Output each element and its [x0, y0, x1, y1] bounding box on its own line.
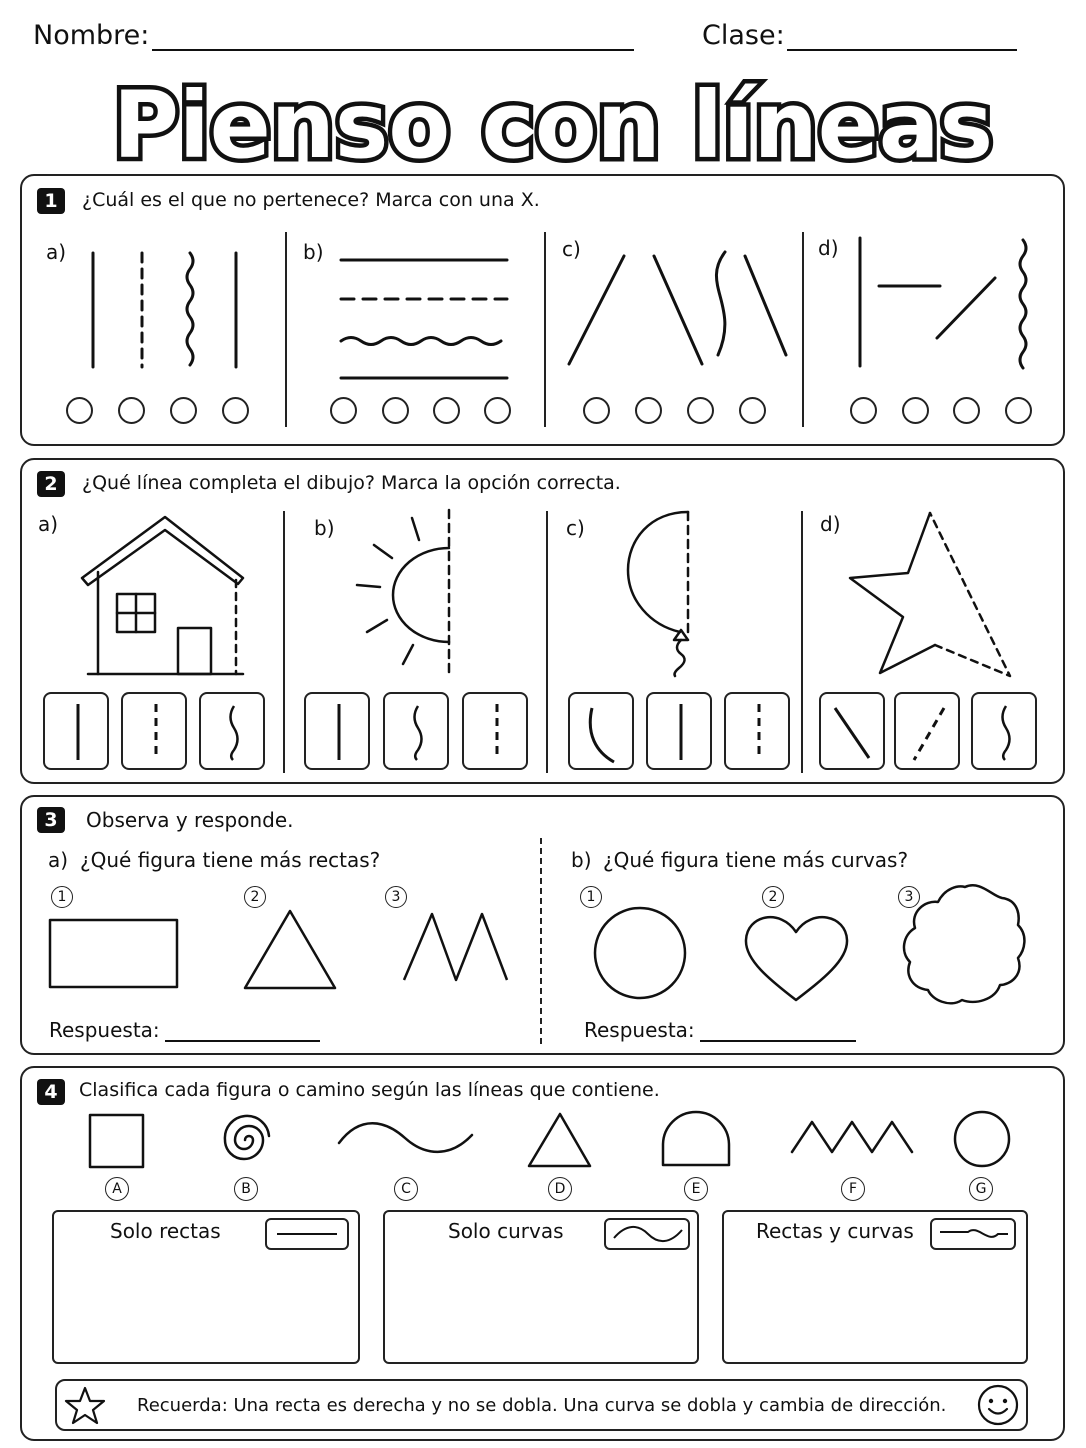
group-d-label: d) — [820, 512, 841, 536]
section-2-number: 2 — [37, 471, 65, 497]
straight-line-icon — [265, 1218, 349, 1250]
star-icon — [64, 1385, 106, 1425]
group-a-label: a) — [38, 512, 59, 536]
category-title: Rectas y curvas — [756, 1219, 914, 1243]
option-number: 1 — [51, 886, 73, 908]
group-b-label: b) — [314, 516, 335, 540]
figure-letter: E — [684, 1177, 708, 1201]
section-1-question: ¿Cuál es el que no pertenece? Marca con una X. — [82, 189, 540, 211]
mixed-line-icon — [930, 1218, 1016, 1250]
group-c-label: c) — [566, 516, 585, 540]
section-1-number: 1 — [37, 188, 65, 214]
class-label: Clase: — [702, 20, 785, 51]
zigzag-path-figure — [792, 1122, 912, 1152]
section-4-question: Clasifica cada figura o camino según las líneas que contiene. — [79, 1079, 660, 1101]
spiral-figure — [225, 1116, 269, 1159]
part-b-question: ¿Qué figura tiene más curvas? — [603, 848, 909, 872]
curve-line-icon — [604, 1218, 690, 1250]
group-b-label: b) — [303, 240, 324, 264]
group-d-label: d) — [818, 236, 839, 260]
reminder-text: Recuerda: Una recta es derecha y no se dobla. Una curva se dobla y cambia de dirección. — [137, 1395, 947, 1416]
section-2-question: ¿Qué línea completa el dibujo? Marca la opción correcta. — [82, 472, 621, 494]
square-figure — [90, 1115, 143, 1167]
figure-letter: A — [105, 1177, 129, 1201]
answer-label: Respuesta: — [584, 1018, 695, 1042]
wave-path-figure — [339, 1123, 472, 1152]
option-number: 2 — [244, 886, 266, 908]
option-number: 2 — [762, 886, 784, 908]
figure-letter: B — [234, 1177, 258, 1201]
figure-letter: D — [548, 1177, 572, 1201]
category-title: Solo rectas — [110, 1219, 221, 1243]
section-3-question: Observa y responde. — [86, 808, 294, 832]
semicircle-figure — [663, 1112, 729, 1165]
group-a-label: a) — [46, 240, 67, 264]
triangle-figure — [529, 1114, 590, 1166]
group-c-label: c) — [562, 237, 581, 261]
answer-label: Respuesta: — [49, 1018, 160, 1042]
smiley-icon — [976, 1383, 1020, 1427]
figure-letter: G — [969, 1177, 993, 1201]
title-text: Pienso con líneas — [113, 72, 993, 175]
section-3-number: 3 — [37, 807, 65, 833]
part-b-label: b) — [571, 848, 592, 872]
part-a-label: a) — [48, 848, 69, 872]
name-label: Nombre: — [33, 20, 150, 51]
option-number: 3 — [385, 886, 407, 908]
part-a-question: ¿Qué figura tiene más rectas? — [80, 848, 381, 872]
figure-letter: C — [394, 1177, 418, 1201]
category-title: Solo curvas — [448, 1219, 564, 1243]
option-number: 3 — [898, 886, 920, 908]
figure-letter: F — [841, 1177, 865, 1201]
circle-figure — [955, 1112, 1009, 1166]
section-4-number: 4 — [37, 1079, 65, 1105]
option-number: 1 — [580, 886, 602, 908]
